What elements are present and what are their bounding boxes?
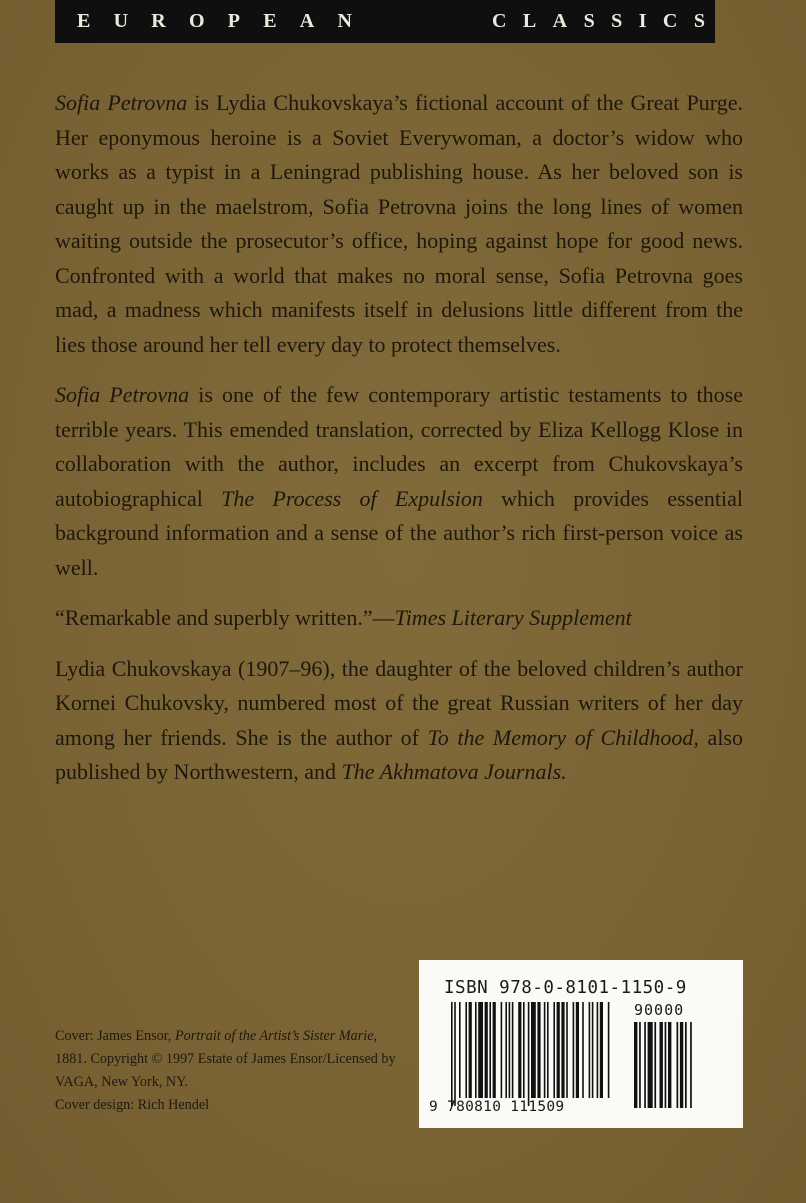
addon-bar bbox=[690, 1022, 692, 1108]
bio-text: Lydia Chukovskaya (1907–96), the daughter of the beloved children’s author Kornei Chukovsky, numbered most of the great Russian writers of her day among her friends. She is the author of bbox=[55, 655, 743, 750]
back-cover-text bbox=[55, 86, 743, 806]
barcode-bar bbox=[523, 1002, 525, 1098]
addon-bar bbox=[644, 1022, 646, 1108]
barcode-bar bbox=[557, 1002, 560, 1098]
addon-bar bbox=[654, 1022, 656, 1108]
series-letter: N bbox=[337, 10, 352, 32]
barcode-bar bbox=[544, 1002, 546, 1098]
barcode-bar bbox=[518, 1002, 521, 1098]
ean-digits: 9 780810 111509 bbox=[429, 1099, 565, 1115]
quote-source: Times Literary Supplement bbox=[394, 605, 632, 630]
series-letter: R bbox=[151, 10, 166, 32]
series-letter: S bbox=[611, 10, 623, 32]
series-word-classics bbox=[492, 10, 705, 33]
series-letter: L bbox=[522, 10, 537, 32]
description-text: which provides essential background information and a sense of the author’s rich first-person voice as well. bbox=[55, 485, 743, 580]
barcode-bar bbox=[469, 1002, 472, 1098]
author-bio bbox=[55, 652, 743, 790]
series-letter: I bbox=[638, 10, 647, 32]
credit-text: Cover: James Ensor, bbox=[55, 1028, 176, 1044]
isbn-barcode bbox=[419, 960, 743, 1128]
cover-credits bbox=[55, 1025, 400, 1117]
painting-title: Portrait of the Artist’s Sister Marie, bbox=[175, 1028, 378, 1044]
description-paragraph-1 bbox=[55, 86, 743, 362]
title-italic: Sofia Petrovna bbox=[55, 382, 190, 407]
series-letter: C bbox=[662, 10, 678, 32]
book-title: To the Memory of Childhood, bbox=[427, 724, 699, 750]
barcode-bar bbox=[566, 1002, 568, 1098]
barcode-bar bbox=[509, 1002, 511, 1098]
series-header-band bbox=[55, 0, 715, 43]
barcode-bar bbox=[528, 1002, 530, 1106]
series-letter: C bbox=[492, 10, 507, 32]
barcode-bar bbox=[589, 1002, 591, 1098]
barcode-bar bbox=[475, 1002, 477, 1098]
barcode-bar bbox=[608, 1002, 610, 1098]
barcode-bar bbox=[573, 1002, 575, 1098]
addon-bar bbox=[665, 1022, 667, 1108]
barcode-bar bbox=[531, 1002, 536, 1098]
series-letter: P bbox=[227, 10, 240, 32]
series-word-european bbox=[77, 10, 352, 33]
barcode-bar bbox=[501, 1002, 503, 1098]
review-quote bbox=[55, 601, 743, 636]
series-letter: A bbox=[299, 10, 315, 32]
isbn-number: ISBN 978-0-8101-1150-9 bbox=[444, 978, 687, 998]
description-text: is Lydia Chukovskaya’s fictional account of the Great Purge. Her eponymous heroine is a Soviet Everywoman, a doctor’s widow who works as a typist in a Leningrad publishing house. As her beloved son is caught up in the maelstrom, Sofia Petrovna joins the long lines of women waiting outside the prosecutor’s office, hoping against hope for good news. Confronted with a world that makes no moral sense, Sofia Petrovna goes mad, a madness which manifests itself in delusions little different from the lies those around her tell every day to protect themselves. bbox=[55, 90, 743, 357]
barcode-bar bbox=[537, 1002, 540, 1098]
series-letter: S bbox=[693, 10, 705, 32]
series-letter: E bbox=[77, 10, 91, 32]
series-letter: S bbox=[583, 10, 595, 32]
series-letter: A bbox=[552, 10, 568, 32]
addon-bar bbox=[648, 1022, 653, 1108]
barcode-bar bbox=[478, 1002, 483, 1098]
barcode-bar bbox=[493, 1002, 496, 1098]
addon-bar bbox=[680, 1022, 683, 1108]
book-title: The Akhmatova Journals. bbox=[341, 759, 567, 784]
description-paragraph-2 bbox=[55, 378, 743, 585]
barcode-bar bbox=[582, 1002, 584, 1098]
barcode-bar bbox=[600, 1002, 603, 1098]
cover-art-credit bbox=[55, 1025, 400, 1094]
barcode-bar bbox=[459, 1002, 461, 1098]
cover-design-credit: Cover design: Rich Hendel bbox=[55, 1097, 210, 1113]
price-addon-code: 90000 bbox=[634, 1001, 685, 1019]
description-text: is one of the few contemporary artistic testaments to those terrible years. This emended translation, corrected by Eliza Kellogg Klose in collaboration with the author, includes an excerpt from Chukovskaya’s autobiographical bbox=[55, 382, 743, 511]
barcode-bar bbox=[592, 1002, 594, 1098]
barcode-bar bbox=[465, 1002, 467, 1098]
barcode-bar bbox=[505, 1002, 507, 1098]
book-title: The Process of Expulsion bbox=[221, 485, 483, 511]
addon-bar bbox=[634, 1022, 637, 1108]
barcode-bar bbox=[485, 1002, 488, 1098]
addon-bar bbox=[668, 1022, 671, 1108]
series-letter: O bbox=[188, 10, 205, 32]
series-letter: E bbox=[263, 10, 277, 32]
barcode-bar bbox=[597, 1002, 599, 1098]
addon-bar bbox=[677, 1022, 679, 1108]
addon-bar bbox=[685, 1022, 687, 1108]
barcode-bar bbox=[451, 1002, 453, 1106]
barcode-bar bbox=[561, 1002, 564, 1098]
barcode-bar bbox=[454, 1002, 456, 1106]
title-italic: Sofia Petrovna bbox=[55, 90, 188, 115]
addon-bar bbox=[660, 1022, 663, 1108]
barcode-bar bbox=[553, 1002, 555, 1098]
credit-text: 1881. Copyright © 1997 Estate of James Ensor/Licensed by VAGA, New York, NY. bbox=[55, 1051, 396, 1090]
barcode-bar bbox=[547, 1002, 549, 1098]
barcode-bar bbox=[512, 1002, 514, 1098]
series-letter: U bbox=[113, 10, 129, 32]
quote-text: “Remarkable and superbly written.”— bbox=[55, 605, 395, 630]
bio-text: also published by Northwestern, and bbox=[55, 724, 743, 784]
addon-bar bbox=[639, 1022, 641, 1108]
barcode-bar bbox=[489, 1002, 491, 1098]
barcode-bar bbox=[576, 1002, 579, 1098]
